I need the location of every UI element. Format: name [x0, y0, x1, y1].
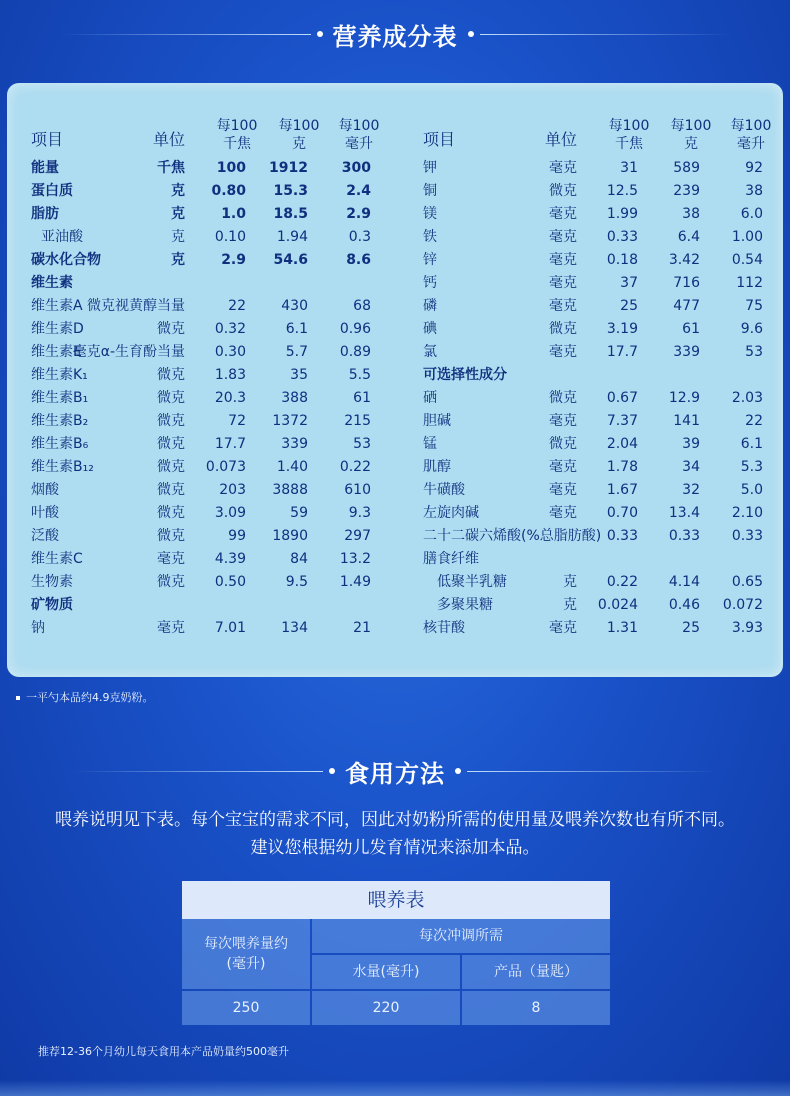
value-per100ml: 5.5	[348, 367, 371, 383]
nutrient-unit: 微克	[549, 436, 577, 452]
nutrient-name: 低聚半乳糖	[437, 574, 507, 590]
nutrient-name: 亚油酸	[41, 229, 83, 245]
value-per100ml: 300	[341, 160, 371, 176]
usage-section-header	[0, 751, 790, 791]
value-per100g: 34	[682, 459, 700, 475]
nutrient-name: 维生素K₁	[31, 367, 88, 383]
table-row	[423, 272, 763, 295]
value-per100kj: 0.33	[606, 229, 638, 245]
nutrient-name: 氯	[423, 344, 437, 360]
table-row	[423, 203, 763, 226]
nutrient-unit: 毫克	[157, 551, 185, 567]
table-row	[423, 410, 763, 433]
nutrient-name: 维生素A	[31, 298, 83, 314]
table-row	[31, 456, 371, 479]
table-row	[31, 479, 371, 502]
table-row	[31, 364, 371, 387]
value-per100kj: 7.01	[214, 620, 246, 636]
value-per100kj: 72	[228, 413, 246, 429]
value-per100ml: 53	[353, 436, 371, 452]
bullet-dot	[329, 768, 335, 774]
nutrient-name: 矿物质	[31, 597, 73, 613]
scoop-note: 一平勺本品约4.9克奶粉。	[16, 689, 154, 705]
value-per100ml: 13.2	[339, 551, 371, 567]
value-per100ml: 5.0	[740, 482, 763, 498]
value-per100ml: 68	[353, 298, 371, 314]
cell-product: 8	[462, 991, 610, 1025]
nutrient-name: 牛磺酸	[423, 482, 465, 498]
nutrient-name: 维生素C	[31, 551, 83, 567]
value-per100g: 1.40	[276, 459, 308, 475]
table-row	[423, 571, 763, 594]
nutrient-unit: 克	[563, 597, 577, 613]
value-per100g: 54.6	[273, 252, 308, 268]
usage-title: 食用方法	[345, 759, 445, 788]
value-per100kj: 0.10	[214, 229, 246, 245]
nutrient-name: 多聚果糖	[437, 597, 493, 613]
value-per100g: 61	[682, 321, 700, 337]
nutrient-name: 二十二碳六烯酸(%总脂肪酸)	[423, 528, 602, 544]
nutrient-unit: 千焦	[157, 160, 185, 176]
value-per100ml: 22	[745, 413, 763, 429]
nutrient-unit: 微克	[157, 505, 185, 521]
value-per100kj: 4.39	[214, 551, 246, 567]
header-required: 每次冲调所需	[312, 919, 610, 953]
value-per100ml: 2.03	[731, 390, 763, 406]
nutrient-name: 维生素B₂	[31, 413, 89, 429]
cell-amount: 250	[182, 991, 310, 1025]
value-per100g: 6.4	[677, 229, 700, 245]
value-per100kj: 1.0	[221, 206, 246, 222]
nutrient-unit: 微克	[157, 413, 185, 429]
nutrient-name: 钾	[423, 160, 437, 176]
divider-line	[480, 34, 730, 35]
nutrient-unit: 微克	[157, 528, 185, 544]
value-per100g: 9.5	[285, 574, 308, 590]
value-per100ml: 2.9	[346, 206, 371, 222]
table-row	[31, 180, 371, 203]
value-per100ml: 112	[736, 275, 763, 291]
nutrient-unit: 克	[171, 206, 185, 222]
table-row	[31, 157, 371, 180]
header-unit: 单位	[544, 130, 577, 149]
value-per100g: 3888	[272, 482, 308, 498]
table-row	[423, 525, 763, 548]
table-row	[31, 272, 371, 295]
nutrient-unit: 微克	[549, 321, 577, 337]
value-per100kj: 0.18	[606, 252, 638, 268]
value-per100g: 1890	[272, 528, 308, 544]
table-row	[31, 318, 371, 341]
value-per100kj: 3.09	[214, 505, 246, 521]
value-per100ml: 0.3	[348, 229, 371, 245]
value-per100ml: 0.33	[731, 528, 763, 544]
value-per100kj: 1.31	[606, 620, 638, 636]
header-unit: 单位	[152, 130, 185, 149]
daily-recommendation: 推荐12-36个月幼儿每天食用本产品奶量约500毫升	[38, 1045, 289, 1058]
value-per100kj: 0.30	[214, 344, 246, 360]
table-row	[423, 479, 763, 502]
nutrient-unit: 毫克	[549, 505, 577, 521]
bullet-dot	[468, 31, 474, 37]
bullet-dot	[317, 31, 323, 37]
nutrient-name: 左旋肉碱	[423, 505, 479, 521]
table-row	[31, 594, 371, 617]
table-row	[31, 387, 371, 410]
value-per100ml: 3.93	[731, 620, 763, 636]
value-per100kj: 100	[216, 160, 246, 176]
value-per100kj: 17.7	[606, 344, 638, 360]
bullet-square-icon	[16, 696, 20, 700]
header-per100g: 每100 克	[278, 118, 320, 152]
nutrient-name: 钠	[31, 620, 45, 636]
usage-description: 喂养说明见下表。每个宝宝的需求不同，因此对奶粉所需的使用量及喂养次数也有所不同。 建议您根据幼儿发育情况来添加本品。	[55, 810, 735, 858]
table-row	[423, 157, 763, 180]
nutrient-name: 可选择性成分	[423, 367, 507, 383]
value-per100g: 388	[281, 390, 308, 406]
nutrient-unit: 毫克	[549, 459, 577, 475]
nutrient-name: 生物素	[31, 574, 73, 590]
nutrient-unit: 毫克	[549, 275, 577, 291]
value-per100g: 1.94	[276, 229, 308, 245]
nutrient-name: 维生素	[31, 275, 73, 291]
value-per100ml: 0.54	[731, 252, 763, 268]
value-per100g: 0.33	[668, 528, 700, 544]
nutrient-unit: 毫克	[549, 620, 577, 636]
table-row	[31, 341, 371, 364]
table-row	[423, 387, 763, 410]
table-row	[423, 617, 763, 640]
table-row	[423, 548, 763, 571]
nutrient-name: 维生素E	[31, 344, 82, 360]
value-per100g: 141	[673, 413, 700, 429]
value-per100g: 25	[682, 620, 700, 636]
nutrient-name: 蛋白质	[31, 183, 73, 199]
nutrient-unit: 毫克α-生育酚当量	[72, 344, 185, 360]
table-row	[31, 295, 371, 318]
value-per100ml: 0.072	[722, 597, 763, 613]
header-per100g: 每100 克	[670, 118, 712, 152]
nutrient-name: 胆碱	[423, 413, 451, 429]
value-per100ml: 610	[344, 482, 371, 498]
nutrient-unit: 毫克	[157, 620, 185, 636]
value-per100kj: 1.67	[606, 482, 638, 498]
nutrient-unit: 微克	[549, 183, 577, 199]
value-per100ml: 215	[344, 413, 371, 429]
nutrient-name: 维生素B₆	[31, 436, 89, 452]
value-per100ml: 92	[745, 160, 763, 176]
table-header	[31, 117, 380, 157]
nutrient-name: 膳食纤维	[423, 551, 479, 567]
table-row	[423, 594, 763, 617]
table-header	[423, 117, 772, 157]
nutrient-unit: 克	[171, 229, 185, 245]
value-per100g: 35	[290, 367, 308, 383]
value-per100ml: 1.00	[731, 229, 763, 245]
nutrient-name: 维生素B₁₂	[31, 459, 94, 475]
value-per100g: 477	[673, 298, 700, 314]
nutrient-name: 烟酸	[31, 482, 59, 498]
value-per100ml: 2.10	[731, 505, 763, 521]
nutrient-unit: 克	[563, 574, 577, 590]
value-per100kj: 31	[620, 160, 638, 176]
nutrient-name: 锰	[423, 436, 437, 452]
nutrient-unit: 克	[171, 252, 185, 268]
header-amount: 每次喂养量约(毫升)	[182, 919, 310, 989]
value-per100g: 716	[673, 275, 700, 291]
value-per100ml: 5.3	[740, 459, 763, 475]
divider-line	[61, 34, 311, 35]
table-row	[423, 318, 763, 341]
value-per100kj: 7.37	[606, 413, 638, 429]
value-per100g: 1912	[269, 160, 308, 176]
value-per100g: 6.1	[285, 321, 308, 337]
value-per100kj: 0.22	[606, 574, 638, 590]
table-row	[423, 341, 763, 364]
bottom-glow	[0, 1080, 790, 1096]
nutrient-unit: 毫克	[549, 344, 577, 360]
value-per100g: 38	[682, 206, 700, 222]
value-per100g: 12.9	[668, 390, 700, 406]
value-per100kj: 2.9	[221, 252, 246, 268]
nutrient-unit: 毫克	[549, 252, 577, 268]
table-row	[31, 502, 371, 525]
nutrient-name: 能量	[31, 160, 59, 176]
nutrition-table-left	[31, 117, 380, 640]
table-row	[423, 364, 763, 387]
value-per100g: 589	[673, 160, 700, 176]
value-per100kj: 1.99	[606, 206, 638, 222]
value-per100g: 430	[281, 298, 308, 314]
nutrient-name: 肌醇	[423, 459, 451, 475]
nutrient-unit: 微克	[157, 436, 185, 452]
feeding-table-title: 喂养表	[182, 881, 610, 919]
value-per100ml: 297	[344, 528, 371, 544]
value-per100g: 4.14	[668, 574, 700, 590]
table-row	[31, 617, 371, 640]
nutrient-name: 核苷酸	[423, 620, 465, 636]
header-per100kj: 每100 千焦	[608, 118, 650, 152]
table-row	[31, 226, 371, 249]
value-per100g: 39	[682, 436, 700, 452]
nutrient-name: 碳水化合物	[31, 252, 101, 268]
value-per100kj: 0.50	[214, 574, 246, 590]
value-per100g: 134	[281, 620, 308, 636]
value-per100ml: 1.49	[339, 574, 371, 590]
value-per100kj: 0.67	[606, 390, 638, 406]
value-per100kj: 0.70	[606, 505, 638, 521]
table-row	[31, 525, 371, 548]
value-per100g: 3.42	[668, 252, 700, 268]
value-per100kj: 203	[219, 482, 246, 498]
table-row	[31, 249, 371, 272]
nutrient-unit: 克	[171, 183, 185, 199]
value-per100g: 84	[290, 551, 308, 567]
value-per100kj: 2.04	[606, 436, 638, 452]
nutrient-name: 硒	[423, 390, 437, 406]
table-row	[423, 180, 763, 203]
table-row	[423, 249, 763, 272]
value-per100g: 1372	[272, 413, 308, 429]
nutrient-name: 泛酸	[31, 528, 59, 544]
table-row	[31, 410, 371, 433]
value-per100kj: 20.3	[214, 390, 246, 406]
nutrient-name: 叶酸	[31, 505, 59, 521]
feeding-table	[182, 881, 610, 1025]
value-per100g: 15.3	[273, 183, 308, 199]
nutrient-unit: 毫克	[549, 229, 577, 245]
value-per100g: 0.46	[668, 597, 700, 613]
header-item: 项目	[423, 130, 456, 149]
nutrient-unit: 毫克	[549, 206, 577, 222]
nutrient-unit: 微克	[157, 321, 185, 337]
value-per100ml: 2.4	[346, 183, 371, 199]
table-row	[423, 295, 763, 318]
header-product: 产品（量匙）	[462, 955, 610, 989]
value-per100ml: 53	[745, 344, 763, 360]
value-per100g: 18.5	[273, 206, 308, 222]
header-item: 项目	[31, 130, 64, 149]
cell-water: 220	[312, 991, 460, 1025]
value-per100g: 32	[682, 482, 700, 498]
value-per100kj: 1.83	[214, 367, 246, 383]
value-per100ml: 0.22	[339, 459, 371, 475]
nutrient-name: 脂肪	[31, 206, 59, 222]
value-per100kj: 12.5	[606, 183, 638, 199]
nutrient-name: 钙	[423, 275, 437, 291]
nutrient-name: 铜	[423, 183, 437, 199]
value-per100kj: 99	[228, 528, 246, 544]
nutrient-unit: 微克	[157, 482, 185, 498]
divider-line	[467, 771, 717, 772]
bullet-dot	[455, 768, 461, 774]
header-per100ml: 每100 毫升	[338, 118, 380, 152]
value-per100g: 5.7	[285, 344, 308, 360]
nutrition-section-header	[0, 14, 790, 54]
table-row	[423, 456, 763, 479]
header-per100kj: 每100 千焦	[216, 118, 258, 152]
header-per100ml: 每100 毫升	[730, 118, 772, 152]
value-per100ml: 6.1	[740, 436, 763, 452]
nutrient-unit: 微克	[157, 390, 185, 406]
value-per100ml: 0.89	[339, 344, 371, 360]
nutrient-name: 镁	[423, 206, 437, 222]
table-row	[31, 548, 371, 571]
divider-line	[73, 771, 323, 772]
value-per100kj: 0.80	[211, 183, 246, 199]
value-per100kj: 25	[620, 298, 638, 314]
value-per100kj: 1.78	[606, 459, 638, 475]
value-per100ml: 21	[353, 620, 371, 636]
nutrition-panel	[7, 83, 783, 677]
nutrient-unit: 微克	[549, 390, 577, 406]
nutrient-name: 碘	[423, 321, 437, 337]
value-per100g: 59	[290, 505, 308, 521]
value-per100ml: 6.0	[740, 206, 763, 222]
value-per100kj: 17.7	[214, 436, 246, 452]
nutrition-table-right	[423, 117, 772, 640]
table-row	[31, 433, 371, 456]
value-per100kj: 22	[228, 298, 246, 314]
value-per100g: 239	[673, 183, 700, 199]
nutrient-name: 维生素B₁	[31, 390, 89, 406]
nutrient-unit: 毫克	[549, 160, 577, 176]
table-row	[31, 571, 371, 594]
table-row	[423, 433, 763, 456]
value-per100kj: 0.32	[214, 321, 246, 337]
table-row	[31, 203, 371, 226]
value-per100ml: 9.3	[348, 505, 371, 521]
nutrient-unit: 微克视黄醇当量	[87, 298, 185, 314]
value-per100ml: 8.6	[346, 252, 371, 268]
nutrient-name: 维生素D	[31, 321, 84, 337]
value-per100g: 13.4	[668, 505, 700, 521]
value-per100kj: 0.33	[606, 528, 638, 544]
value-per100g: 339	[281, 436, 308, 452]
nutrient-name: 锌	[423, 252, 437, 268]
nutrient-name: 磷	[423, 298, 437, 314]
value-per100ml: 38	[745, 183, 763, 199]
nutrient-unit: 微克	[157, 367, 185, 383]
value-per100kj: 0.073	[205, 459, 246, 475]
nutrition-title: 营养成分表	[332, 22, 458, 51]
value-per100kj: 0.024	[597, 597, 638, 613]
nutrient-unit: 毫克	[549, 482, 577, 498]
value-per100ml: 0.96	[339, 321, 371, 337]
value-per100g: 339	[673, 344, 700, 360]
table-row	[423, 502, 763, 525]
value-per100kj: 3.19	[606, 321, 638, 337]
nutrient-unit: 毫克	[549, 413, 577, 429]
nutrient-unit: 微克	[157, 459, 185, 475]
table-row	[423, 226, 763, 249]
header-water: 水量(毫升)	[312, 955, 460, 989]
nutrient-name: 铁	[423, 229, 437, 245]
nutrient-unit: 毫克	[549, 298, 577, 314]
value-per100kj: 37	[620, 275, 638, 291]
value-per100ml: 61	[353, 390, 371, 406]
value-per100ml: 0.65	[731, 574, 763, 590]
value-per100ml: 75	[745, 298, 763, 314]
value-per100ml: 9.6	[740, 321, 763, 337]
nutrient-unit: 微克	[157, 574, 185, 590]
